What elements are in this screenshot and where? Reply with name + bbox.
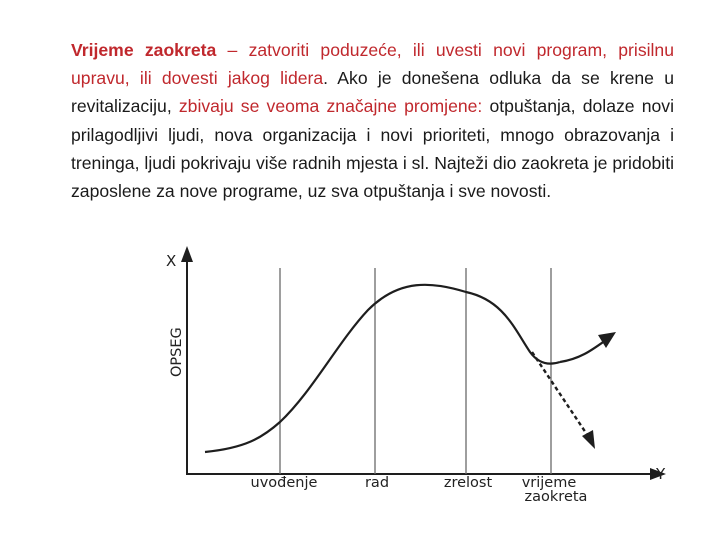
stage-label-zaokreta: zaokreta [524, 489, 588, 505]
paragraph-segment-3: zbivaju se veoma značajne promjene: [178, 96, 483, 117]
decline-arrow [532, 352, 588, 436]
stage-label-rad: rad [364, 475, 390, 491]
paragraph-title: Vrijeme zaokreta [71, 40, 217, 60]
y-axis-label: OPSEG [169, 327, 185, 377]
y-axis-letter: X [166, 252, 177, 270]
paragraph-segment-2: . Ako je donešena odluka da se krene u revitalizaciju, [71, 68, 674, 117]
paragraph-segment-1: zatvoriti poduzeće, ili uvesti novi program, prisilnu upravu, ili dovesti jakog lidera [71, 40, 675, 89]
stage-label-zrelost: zrelost [443, 475, 493, 491]
title-dash: – [216, 40, 249, 60]
revitalization-arrow-head [598, 332, 616, 348]
revitalization-arrow [560, 340, 606, 362]
y-axis-arrow [181, 246, 193, 262]
stage-label-vrijeme: vrijeme [521, 475, 577, 491]
stage-label-uvodenje: uvođenje [250, 475, 318, 491]
paragraph-segment-4: otpuštanja, dolaze novi prilagodljivi ljudi, nova organizacija i novi prioriteti, mnogo obrazovanja i treninga, ljudi pokrivaju više radnih mjesta i sl. Najteži dio zaokreta je pridobiti zaposlene za nove programe, uz sva otpuštanja i sve novosti. [71, 96, 674, 202]
x-axis-letter: Y [656, 465, 666, 483]
lifecycle-curve [205, 285, 560, 452]
decline-arrow-head [582, 430, 595, 449]
